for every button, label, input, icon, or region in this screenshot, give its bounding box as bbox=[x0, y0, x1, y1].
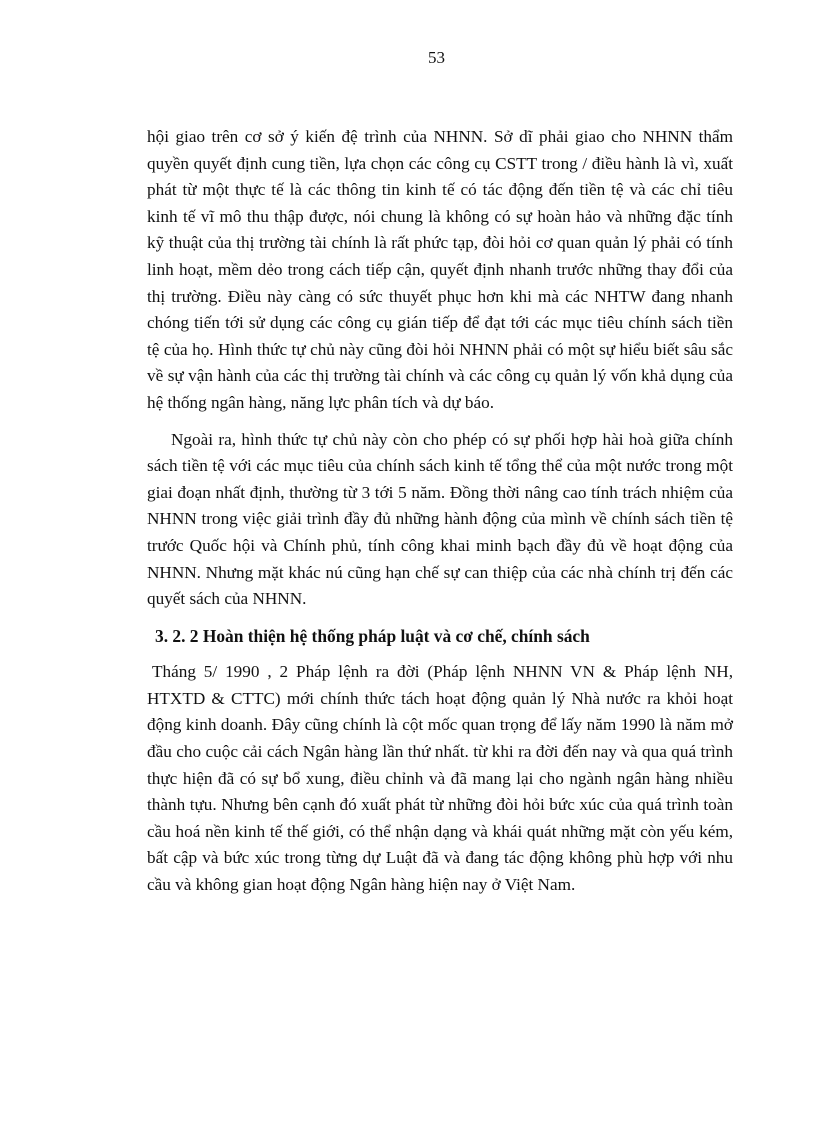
paragraph-gap bbox=[147, 613, 733, 623]
section-heading: 3. 2. 2 Hoàn thiện hệ thống pháp luật và cơ chế, chính sách bbox=[155, 625, 590, 646]
paragraph-gap bbox=[147, 417, 733, 427]
paragraph-legal-reform: Tháng 5/ 1990 , 2 Pháp lệnh ra đời (Pháp lệnh NHNN VN & Pháp lệnh NH, HTXTD & CTTC) mới chính thức tách hoạt động quản lý Nhà nước ra khỏi hoạt động kinh doanh. Đây cũng chính là cột mốc quan trọng để lấy năm 1990 là năm mở đầu cho cuộc cải cách Ngân hàng lần thứ nhất. từ khi ra đời đến nay và qua quá trình thực hiện đã có sự bổ xung, điều chỉnh và đã mang lại cho ngành ngân hàng nhiều thành tựu. Nhưng bên cạnh đó xuất phát từ những đòi hỏi bức xúc của quá trình toàn cầu hoá nền kinh tế thế giới, có thể nhận dạng và khái quát những mặt còn yếu kém, bất cập và bức xúc trong từng dự Luật đã và đang tác động không phù hợp với nhu cầu và không gian hoạt động Ngân hàng hiện nay ở Việt Nam. bbox=[147, 662, 733, 895]
page-number: 53 bbox=[428, 48, 445, 67]
paragraph-coordination: Ngoài ra, hình thức tự chủ này còn cho phép có sự phối hợp hài hoà giữa chính sách tiền tệ với các mục tiêu của chính sách kinh tế tổng thể của một nước trong một giai đoạn nhất định, thường từ 3 tới 5 năm. Đồng thời nâng cao tính trách nhiệm của NHNN trong việc giải trình đầy đủ những hành động của mình về chính sách tiền tệ trước Quốc hội và Chính phủ, tính công khai minh bạch đầy đủ về hoạt động của NHNN. Nhưng mặt khác nú cũng hạn chế sự can thiệp của các nhà chính trị đến các quyết sách của NHNN. bbox=[147, 429, 733, 609]
document-body bbox=[147, 124, 733, 899]
paragraph-continuation: hội giao trên cơ sở ý kiến đệ trình của NHNN. Sở dĩ phải giao cho NHNN thẩm quyền quyết định cung tiền, lựa chọn các công cụ CSTT trong / điều hành là vì, xuất phát từ một thực tế là các thông tin kinh tế có tác động đến tiền tệ và các chỉ tiêu kinh tế vĩ mô thu thập được, nói chung là không có sự hoàn hảo và những đặc tính kỹ thuật của thị trường tài chính là rất phức tạp, đòi hỏi cơ quan quản lý phải có tính linh hoạt, mềm dẻo trong cách tiếp cận, quyết định nhanh trước những thay đổi của thị trường. Điều này càng có sức thuyết phục hơn khi mà các NHTW đang nhanh chóng tiến tới sử dụng các công cụ gián tiếp để đạt tới các mục tiêu chính sách tiền tệ của họ. Hình thức tự chủ này cũng đòi hỏi NHNN phải có một sự hiểu biết sâu sắc về sự vận hành của các thị trường tài chính và các công cụ quản lý vốn khả dụng của hệ thống ngân hàng, năng lực phân tích và dự báo. bbox=[147, 127, 733, 412]
paragraph-gap bbox=[147, 649, 733, 659]
